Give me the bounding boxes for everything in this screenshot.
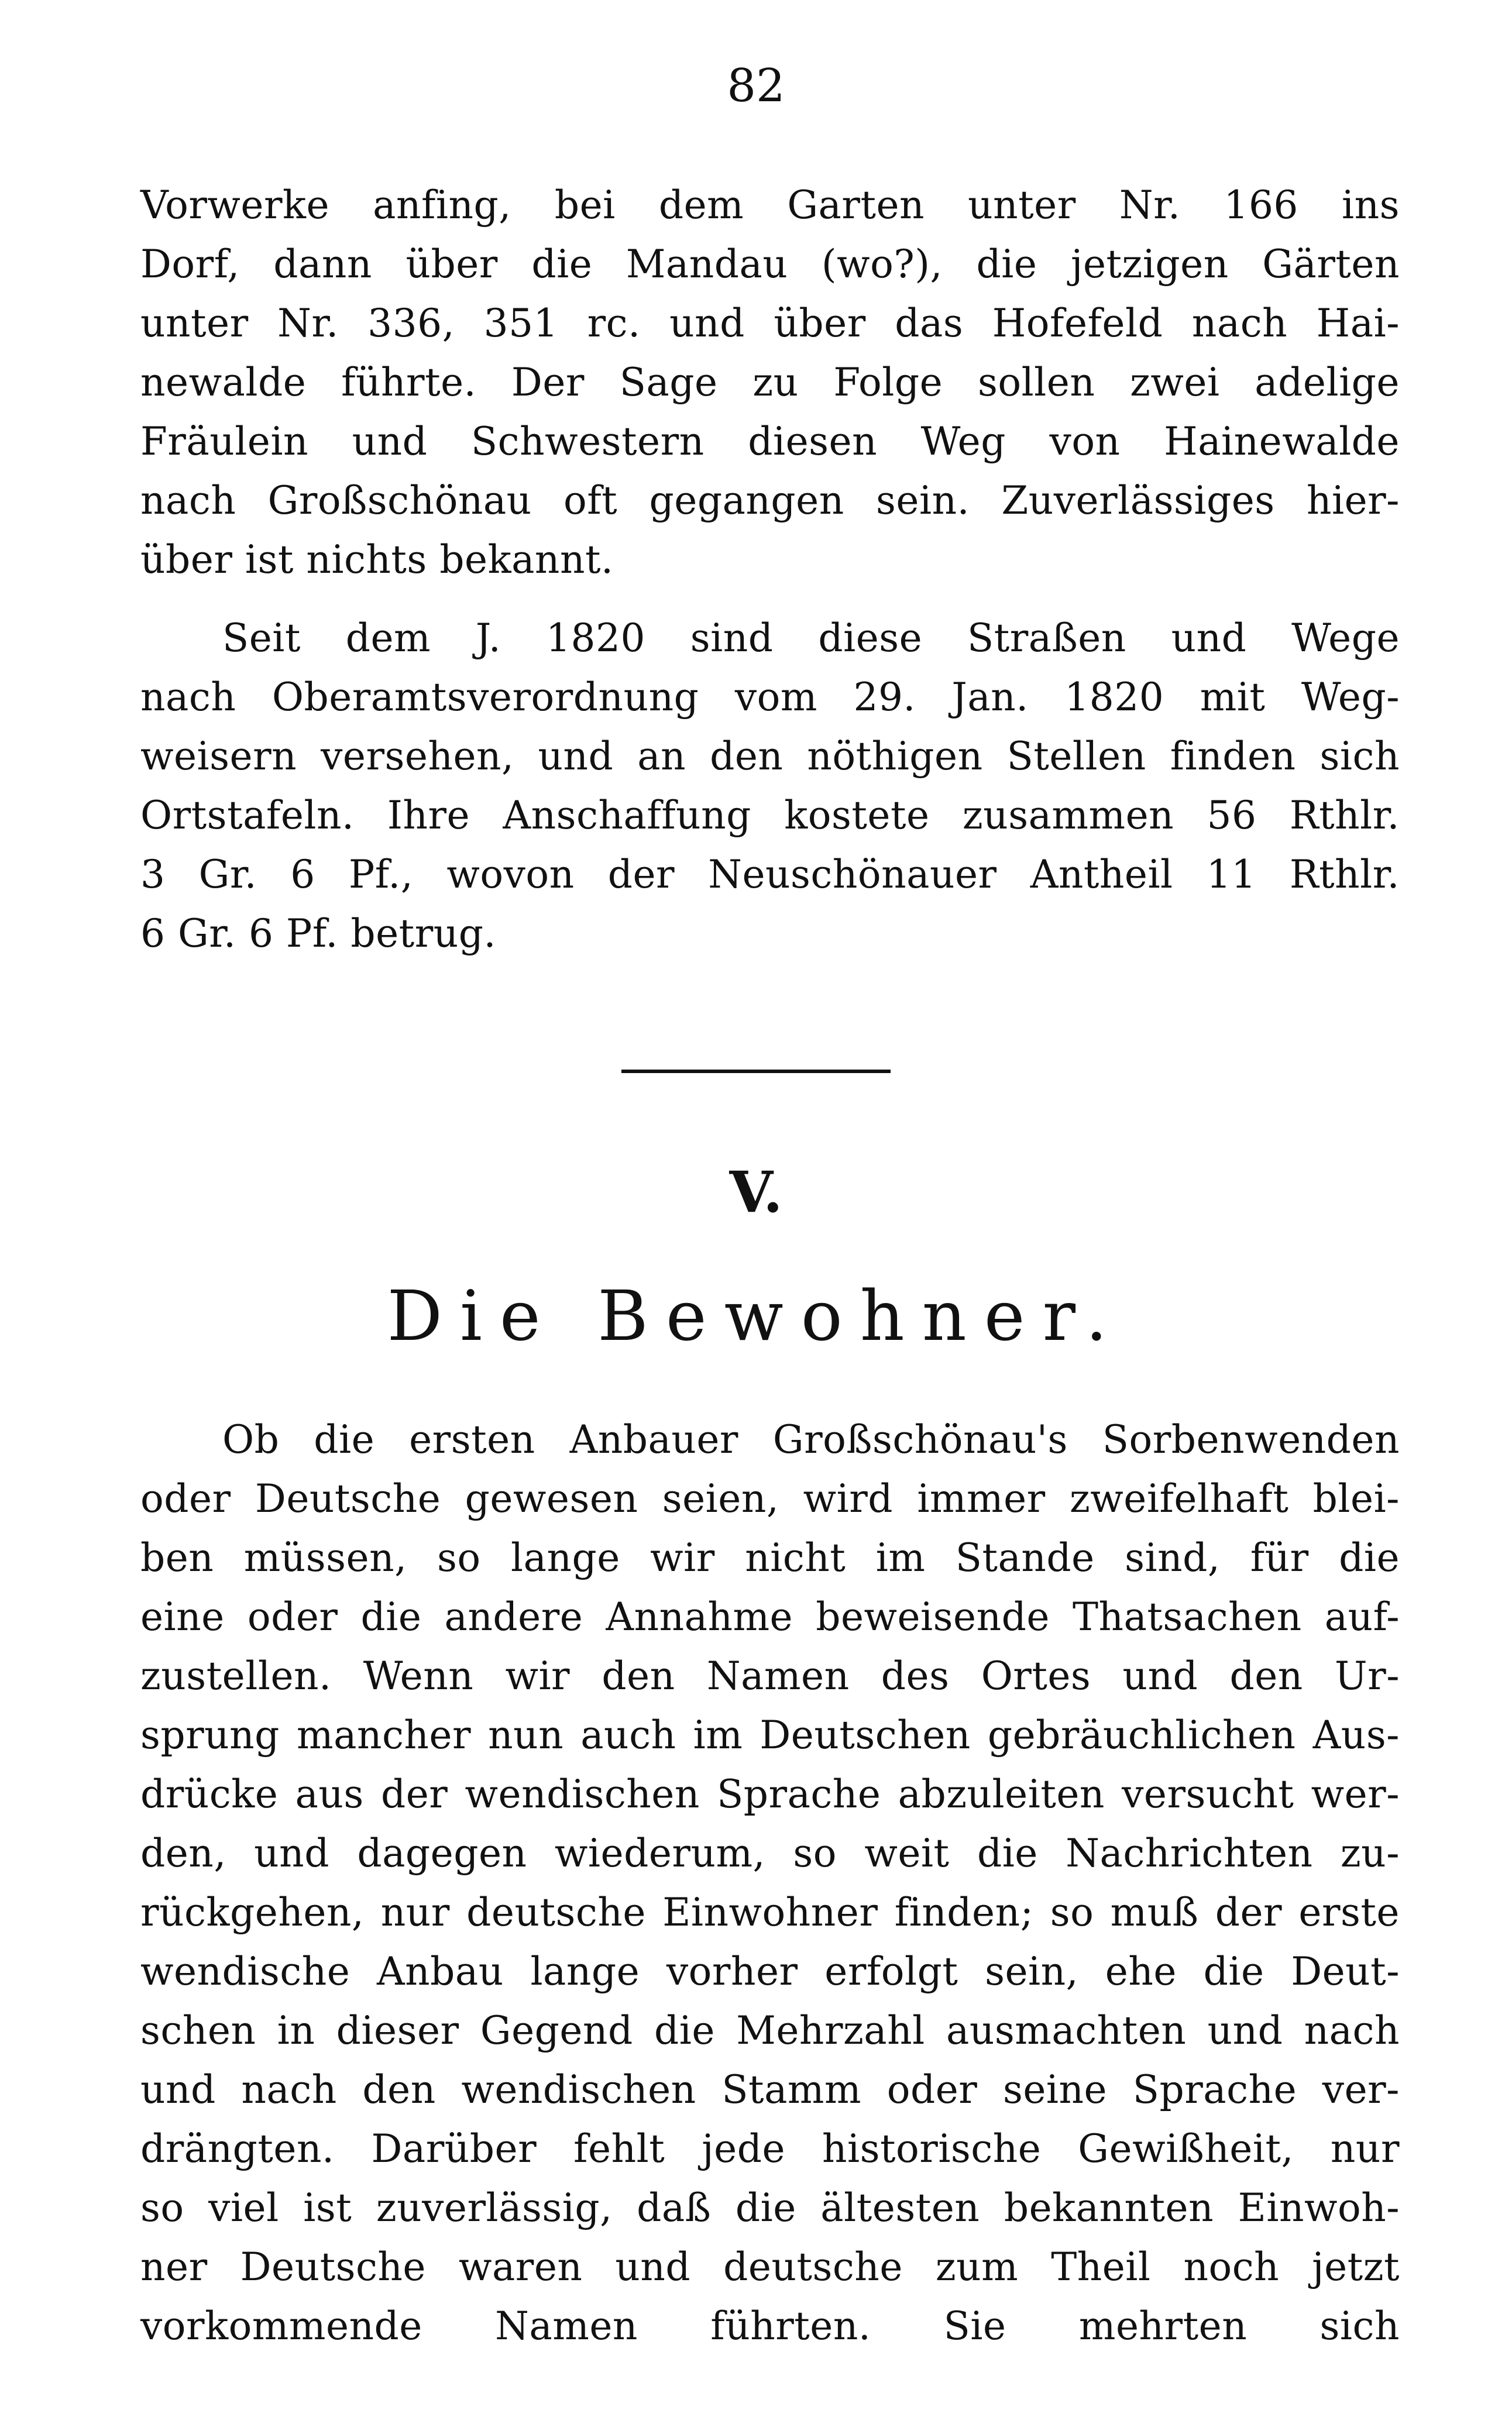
text-line: drängten. Darüber fehlt jede historische Gewißheit, nur xyxy=(140,2126,1400,2171)
text-line: und nach den wendischen Stamm oder seine Sprache ver- xyxy=(140,2067,1400,2112)
text-line: nach Großschönau oft gegangen sein. Zuverlässiges hier- xyxy=(140,478,1400,523)
text-line: weisern versehen, und an den nöthigen Stellen finden sich xyxy=(140,734,1400,779)
text-line: zustellen. Wenn wir den Namen des Ortes und den Ur- xyxy=(140,1653,1400,1699)
text-line: newalde führte. Der Sage zu Folge sollen zwei adelige xyxy=(140,360,1400,405)
text-line: den, und dagegen wiederum, so weit die Nachrichten zu- xyxy=(140,1831,1400,1876)
text-line: vorkommende Namen führten. Sie mehrten sich xyxy=(140,2304,1400,2349)
text-line: oder Deutsche gewesen seien, wird immer zweifelhaft blei- xyxy=(140,1476,1400,1521)
text-line: so viel ist zuverlässig, daß die ältesten bekannten Einwoh- xyxy=(140,2185,1400,2230)
text-line: nach Oberamtsverordnung vom 29. Jan. 1820 mit Weg- xyxy=(140,675,1400,720)
text-line: eine oder die andere Annahme beweisende Thatsachen auf- xyxy=(140,1594,1400,1639)
chapter-number: V. xyxy=(729,1159,783,1225)
text-line: Vorwerke anfing, bei dem Garten unter Nr. 166 ins xyxy=(140,183,1400,228)
text-line: Dorf, dann über die Mandau (wo?), die jetzigen Gärten xyxy=(140,242,1400,287)
text-line: ben müssen, so lange wir nicht im Stande sind, für die xyxy=(140,1535,1400,1580)
text-line: Ob die ersten Anbauer Großschönau's Sorbenwenden xyxy=(222,1417,1400,1462)
paragraph-roads-continued xyxy=(140,176,1400,589)
text-line: schen in dieser Gegend die Mehrzahl ausmachten und nach xyxy=(140,2008,1400,2053)
paragraph-signposts xyxy=(140,609,1400,963)
text-line: unter Nr. 336, 351 rc. und über das Hofefeld nach Hai- xyxy=(140,301,1400,346)
page-number: 82 xyxy=(727,60,785,112)
text-line: drücke aus der wendischen Sprache abzuleiten versucht wer- xyxy=(140,1772,1400,1817)
section-divider xyxy=(621,1070,891,1073)
text-line: sprung mancher nun auch im Deutschen gebräuchlichen Aus- xyxy=(140,1713,1400,1758)
text-line: Fräulein und Schwestern diesen Weg von Hainewalde xyxy=(140,419,1400,464)
chapter-title: Die Bewohner. xyxy=(387,1276,1125,1356)
text-line: ner Deutsche waren und deutsche zum Theil noch jetzt xyxy=(140,2244,1400,2290)
text-line: rückgehen, nur deutsche Einwohner finden; so muß der erste xyxy=(140,1890,1400,1935)
text-line: über ist nichts bekannt. xyxy=(140,537,614,582)
text-line: 6 Gr. 6 Pf. betrug. xyxy=(140,911,496,956)
text-line: Ortstafeln. Ihre Anschaffung kostete zusammen 56 Rthlr. xyxy=(140,793,1400,838)
paragraph-inhabitants xyxy=(140,1410,1400,2356)
text-line: Seit dem J. 1820 sind diese Straßen und Wege xyxy=(222,616,1400,661)
text-line: wendische Anbau lange vorher erfolgt sein, ehe die Deut- xyxy=(140,1949,1400,1994)
text-line: 3 Gr. 6 Pf., wovon der Neuschönauer Antheil 11 Rthlr. xyxy=(140,852,1400,897)
